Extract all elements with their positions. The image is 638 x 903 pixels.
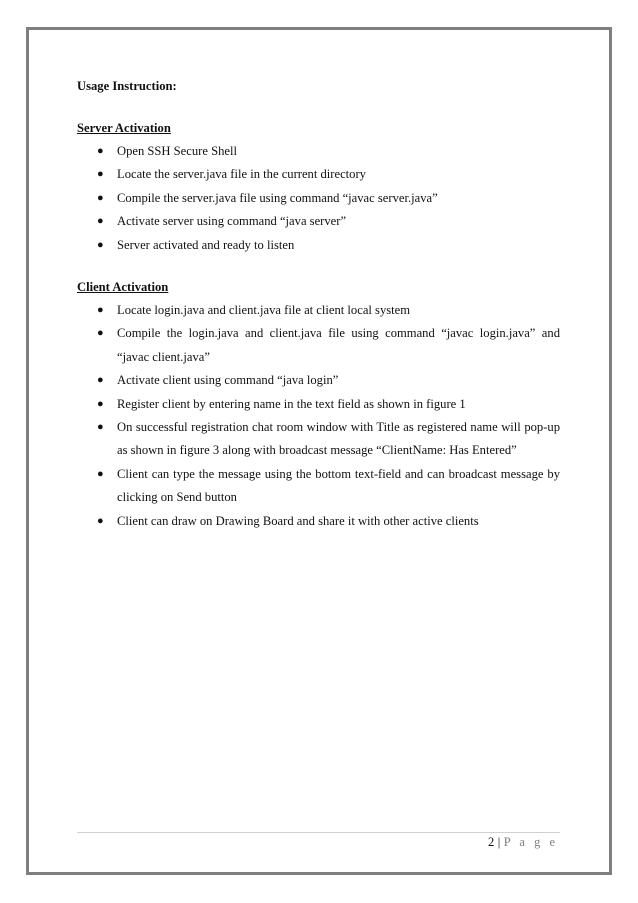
- list-item: ● Client can draw on Drawing Board and share it with other active clients: [77, 510, 560, 533]
- bullet-icon: ●: [97, 421, 104, 434]
- bullet-icon: ●: [97, 191, 104, 204]
- bullet-list-client: [77, 299, 560, 533]
- list-item: ● Activate client using command “java login”: [77, 369, 560, 392]
- section-title-server: Server Activation: [77, 121, 171, 135]
- list-item: ● Compile the server.java file using command “javac server.java”: [77, 187, 560, 210]
- bullet-icon: ●: [97, 514, 104, 527]
- list-item: ● Activate server using command “java server”: [77, 210, 560, 233]
- list-item: ● Compile the login.java and client.java file using command “javac login.java” and “javac client.java”: [77, 322, 560, 369]
- document-body: [77, 78, 560, 533]
- section-title-client: Client Activation: [77, 280, 169, 295]
- page-heading: Usage Instruction:: [77, 79, 177, 93]
- list-item: ● Locate login.java and client.java file at client local system: [77, 299, 560, 322]
- bullet-icon: ●: [97, 238, 104, 251]
- list-item: ● Open SSH Secure Shell: [77, 140, 560, 163]
- list-item: ● Client can type the message using the bottom text-field and can broadcast message by clicking on Send button: [77, 463, 560, 510]
- section-client-activation: [77, 279, 560, 533]
- bullet-icon: ●: [97, 397, 104, 410]
- bullet-icon: ●: [97, 304, 104, 317]
- bullet-icon: ●: [97, 168, 104, 181]
- bullet-icon: ●: [97, 215, 104, 228]
- bullet-icon: ●: [97, 467, 104, 480]
- footer-separator: |: [497, 835, 501, 849]
- section-server-activation: [77, 120, 560, 257]
- bullet-icon: ●: [97, 145, 104, 157]
- page-label: P a g e: [503, 835, 558, 849]
- list-item: ● Locate the server.java file in the current directory: [77, 163, 560, 186]
- bullet-icon: ●: [97, 327, 104, 340]
- page-number: 2: [488, 835, 495, 849]
- bullet-list-server: [77, 140, 560, 257]
- list-item: ● On successful registration chat room window with Title as registered name will pop-up as shown in figure 3 along with broadcast message “ClientName: Has Entered”: [77, 416, 560, 463]
- bullet-icon: ●: [97, 374, 104, 387]
- list-item: ● Register client by entering name in the text field as shown in figure 1: [77, 393, 560, 416]
- page-footer: [488, 834, 558, 850]
- list-item: ● Server activated and ready to listen: [77, 234, 560, 257]
- footer-divider: [77, 832, 560, 833]
